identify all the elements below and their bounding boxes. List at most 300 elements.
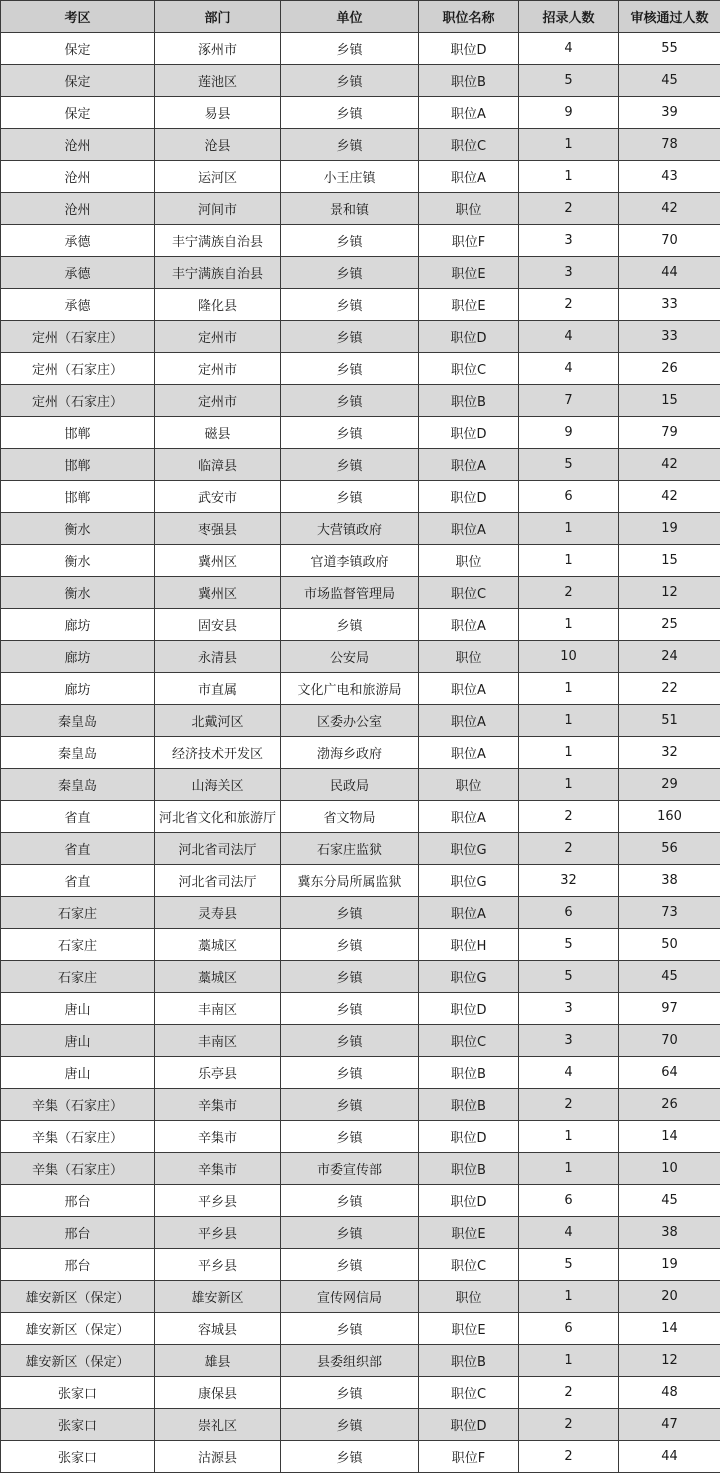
cell-position-name: 职位C: [419, 353, 519, 385]
cell-unit: 民政局: [281, 769, 419, 801]
cell-recruit-count: 2: [519, 801, 619, 833]
cell-exam-area: 辛集（石家庄）: [1, 1121, 155, 1153]
cell-unit: 石家庄监狱: [281, 833, 419, 865]
table-row: [1, 577, 720, 609]
cell-position-name: 职位B: [419, 65, 519, 97]
cell-approved-count: 97: [619, 993, 720, 1025]
cell-position-name: 职位A: [419, 97, 519, 129]
cell-exam-area: 雄安新区（保定）: [1, 1313, 155, 1345]
cell-recruit-count: 10: [519, 641, 619, 673]
cell-exam-area: 秦皇岛: [1, 769, 155, 801]
table-row: [1, 257, 720, 289]
cell-approved-count: 12: [619, 1345, 720, 1377]
table-row: [1, 865, 720, 897]
cell-position-name: 职位: [419, 1281, 519, 1313]
cell-approved-count: 24: [619, 641, 720, 673]
header-exam-area: 考区: [1, 1, 155, 33]
cell-department: 北戴河区: [155, 705, 281, 737]
cell-approved-count: 44: [619, 257, 720, 289]
cell-department: 辛集市: [155, 1089, 281, 1121]
table-row: [1, 1217, 720, 1249]
cell-exam-area: 廊坊: [1, 673, 155, 705]
cell-department: 沽源县: [155, 1441, 281, 1473]
cell-department: 河间市: [155, 193, 281, 225]
cell-department: 运河区: [155, 161, 281, 193]
table-row: [1, 97, 720, 129]
cell-unit: 乡镇: [281, 97, 419, 129]
table-row: [1, 481, 720, 513]
cell-department: 容城县: [155, 1313, 281, 1345]
cell-exam-area: 沧州: [1, 161, 155, 193]
table-row: [1, 929, 720, 961]
table-row: [1, 897, 720, 929]
cell-department: 丰宁满族自治县: [155, 257, 281, 289]
cell-approved-count: 15: [619, 545, 720, 577]
cell-unit: 乡镇: [281, 1313, 419, 1345]
cell-recruit-count: 1: [519, 769, 619, 801]
cell-unit: 渤海乡政府: [281, 737, 419, 769]
cell-unit: 景和镇: [281, 193, 419, 225]
cell-recruit-count: 5: [519, 1249, 619, 1281]
cell-recruit-count: 1: [519, 705, 619, 737]
cell-approved-count: 43: [619, 161, 720, 193]
table-body: [1, 33, 720, 1473]
cell-position-name: 职位B: [419, 385, 519, 417]
cell-recruit-count: 4: [519, 1057, 619, 1089]
cell-position-name: 职位E: [419, 1313, 519, 1345]
cell-unit: 乡镇: [281, 1249, 419, 1281]
cell-position-name: 职位A: [419, 801, 519, 833]
cell-recruit-count: 6: [519, 481, 619, 513]
cell-recruit-count: 1: [519, 513, 619, 545]
table-row: [1, 1249, 720, 1281]
cell-approved-count: 15: [619, 385, 720, 417]
cell-recruit-count: 2: [519, 1377, 619, 1409]
cell-unit: 乡镇: [281, 1185, 419, 1217]
table-row: [1, 801, 720, 833]
cell-approved-count: 78: [619, 129, 720, 161]
cell-exam-area: 雄安新区（保定）: [1, 1281, 155, 1313]
table-row: [1, 1121, 720, 1153]
cell-position-name: 职位A: [419, 673, 519, 705]
cell-position-name: 职位E: [419, 257, 519, 289]
header-recruit-count: 招录人数: [519, 1, 619, 33]
cell-department: 辛集市: [155, 1121, 281, 1153]
cell-position-name: 职位D: [419, 1409, 519, 1441]
cell-unit: 文化广电和旅游局: [281, 673, 419, 705]
cell-approved-count: 10: [619, 1153, 720, 1185]
cell-unit: 乡镇: [281, 1089, 419, 1121]
cell-exam-area: 衡水: [1, 545, 155, 577]
header-approved-count: 审核通过人数: [619, 1, 720, 33]
cell-recruit-count: 1: [519, 1153, 619, 1185]
cell-department: 莲池区: [155, 65, 281, 97]
cell-exam-area: 辛集（石家庄）: [1, 1089, 155, 1121]
cell-exam-area: 沧州: [1, 129, 155, 161]
cell-unit: 乡镇: [281, 961, 419, 993]
cell-approved-count: 42: [619, 449, 720, 481]
table-row: [1, 673, 720, 705]
cell-position-name: 职位B: [419, 1345, 519, 1377]
cell-position-name: 职位D: [419, 993, 519, 1025]
cell-exam-area: 唐山: [1, 1057, 155, 1089]
cell-department: 河北省司法厅: [155, 865, 281, 897]
table-row: [1, 289, 720, 321]
cell-exam-area: 邢台: [1, 1249, 155, 1281]
cell-position-name: 职位D: [419, 481, 519, 513]
cell-approved-count: 20: [619, 1281, 720, 1313]
cell-department: 辛集市: [155, 1153, 281, 1185]
table-row: [1, 1025, 720, 1057]
cell-position-name: 职位B: [419, 1089, 519, 1121]
cell-department: 武安市: [155, 481, 281, 513]
cell-department: 河北省司法厅: [155, 833, 281, 865]
cell-position-name: 职位D: [419, 321, 519, 353]
cell-exam-area: 邢台: [1, 1217, 155, 1249]
cell-exam-area: 衡水: [1, 513, 155, 545]
cell-exam-area: 邢台: [1, 1185, 155, 1217]
cell-position-name: 职位D: [419, 33, 519, 65]
cell-exam-area: 定州（石家庄）: [1, 385, 155, 417]
cell-unit: 乡镇: [281, 417, 419, 449]
table-row: [1, 225, 720, 257]
cell-exam-area: 沧州: [1, 193, 155, 225]
table-row: [1, 33, 720, 65]
cell-exam-area: 雄安新区（保定）: [1, 1345, 155, 1377]
cell-recruit-count: 4: [519, 33, 619, 65]
cell-department: 涿州市: [155, 33, 281, 65]
cell-unit: 乡镇: [281, 65, 419, 97]
header-position-name: 职位名称: [419, 1, 519, 33]
table-row: [1, 449, 720, 481]
cell-position-name: 职位C: [419, 1249, 519, 1281]
cell-position-name: 职位D: [419, 1121, 519, 1153]
table-row: [1, 161, 720, 193]
cell-exam-area: 定州（石家庄）: [1, 321, 155, 353]
cell-position-name: 职位C: [419, 1025, 519, 1057]
cell-unit: 乡镇: [281, 993, 419, 1025]
cell-approved-count: 79: [619, 417, 720, 449]
cell-approved-count: 160: [619, 801, 720, 833]
cell-recruit-count: 9: [519, 97, 619, 129]
cell-unit: 区委办公室: [281, 705, 419, 737]
table-row: [1, 1185, 720, 1217]
cell-approved-count: 56: [619, 833, 720, 865]
cell-department: 经济技术开发区: [155, 737, 281, 769]
table-row: [1, 641, 720, 673]
cell-unit: 市委宣传部: [281, 1153, 419, 1185]
cell-recruit-count: 5: [519, 929, 619, 961]
cell-unit: 市场监督管理局: [281, 577, 419, 609]
cell-unit: 省文物局: [281, 801, 419, 833]
cell-exam-area: 定州（石家庄）: [1, 353, 155, 385]
cell-exam-area: 承德: [1, 225, 155, 257]
cell-approved-count: 19: [619, 1249, 720, 1281]
cell-department: 平乡县: [155, 1185, 281, 1217]
cell-approved-count: 33: [619, 321, 720, 353]
cell-exam-area: 邯郸: [1, 481, 155, 513]
cell-position-name: 职位C: [419, 129, 519, 161]
table-row: [1, 1089, 720, 1121]
cell-recruit-count: 1: [519, 129, 619, 161]
cell-exam-area: 张家口: [1, 1377, 155, 1409]
cell-department: 河北省文化和旅游厅: [155, 801, 281, 833]
cell-position-name: 职位A: [419, 513, 519, 545]
cell-recruit-count: 1: [519, 737, 619, 769]
cell-position-name: 职位A: [419, 737, 519, 769]
cell-approved-count: 29: [619, 769, 720, 801]
cell-department: 崇礼区: [155, 1409, 281, 1441]
cell-exam-area: 廊坊: [1, 641, 155, 673]
cell-recruit-count: 3: [519, 257, 619, 289]
cell-approved-count: 48: [619, 1377, 720, 1409]
table-row: [1, 833, 720, 865]
cell-exam-area: 廊坊: [1, 609, 155, 641]
cell-position-name: 职位B: [419, 1057, 519, 1089]
cell-recruit-count: 1: [519, 609, 619, 641]
cell-position-name: 职位A: [419, 449, 519, 481]
cell-department: 枣强县: [155, 513, 281, 545]
cell-position-name: 职位D: [419, 417, 519, 449]
cell-exam-area: 承德: [1, 289, 155, 321]
cell-exam-area: 唐山: [1, 993, 155, 1025]
cell-exam-area: 省直: [1, 865, 155, 897]
cell-approved-count: 12: [619, 577, 720, 609]
cell-exam-area: 秦皇岛: [1, 705, 155, 737]
cell-approved-count: 47: [619, 1409, 720, 1441]
cell-approved-count: 38: [619, 865, 720, 897]
cell-approved-count: 32: [619, 737, 720, 769]
cell-department: 藁城区: [155, 929, 281, 961]
table-row: [1, 1281, 720, 1313]
cell-approved-count: 42: [619, 481, 720, 513]
cell-exam-area: 衡水: [1, 577, 155, 609]
cell-position-name: 职位D: [419, 1185, 519, 1217]
cell-unit: 乡镇: [281, 897, 419, 929]
cell-department: 固安县: [155, 609, 281, 641]
table-row: [1, 1313, 720, 1345]
cell-recruit-count: 5: [519, 65, 619, 97]
cell-unit: 乡镇: [281, 1057, 419, 1089]
cell-unit: 乡镇: [281, 449, 419, 481]
header-row: [1, 1, 720, 33]
cell-recruit-count: 4: [519, 321, 619, 353]
cell-recruit-count: 4: [519, 353, 619, 385]
cell-department: 山海关区: [155, 769, 281, 801]
cell-department: 市直属: [155, 673, 281, 705]
cell-recruit-count: 2: [519, 289, 619, 321]
cell-unit: 公安局: [281, 641, 419, 673]
cell-recruit-count: 1: [519, 545, 619, 577]
cell-recruit-count: 1: [519, 1345, 619, 1377]
table-row: [1, 1441, 720, 1473]
cell-position-name: 职位C: [419, 577, 519, 609]
cell-unit: 乡镇: [281, 129, 419, 161]
cell-department: 藁城区: [155, 961, 281, 993]
cell-department: 乐亭县: [155, 1057, 281, 1089]
cell-position-name: 职位G: [419, 833, 519, 865]
cell-approved-count: 22: [619, 673, 720, 705]
cell-unit: 乡镇: [281, 353, 419, 385]
cell-approved-count: 50: [619, 929, 720, 961]
cell-approved-count: 51: [619, 705, 720, 737]
table-row: [1, 513, 720, 545]
cell-department: 冀州区: [155, 545, 281, 577]
cell-exam-area: 张家口: [1, 1409, 155, 1441]
cell-position-name: 职位A: [419, 705, 519, 737]
cell-unit: 乡镇: [281, 321, 419, 353]
cell-exam-area: 唐山: [1, 1025, 155, 1057]
cell-department: 冀州区: [155, 577, 281, 609]
cell-exam-area: 邯郸: [1, 417, 155, 449]
cell-exam-area: 保定: [1, 97, 155, 129]
table-row: [1, 1345, 720, 1377]
cell-approved-count: 45: [619, 961, 720, 993]
cell-department: 临漳县: [155, 449, 281, 481]
table-row: [1, 769, 720, 801]
cell-approved-count: 42: [619, 193, 720, 225]
cell-department: 丰南区: [155, 993, 281, 1025]
cell-recruit-count: 2: [519, 833, 619, 865]
cell-department: 沧县: [155, 129, 281, 161]
cell-unit: 宣传网信局: [281, 1281, 419, 1313]
cell-position-name: 职位A: [419, 609, 519, 641]
cell-department: 定州市: [155, 321, 281, 353]
cell-approved-count: 38: [619, 1217, 720, 1249]
cell-recruit-count: 5: [519, 961, 619, 993]
cell-department: 平乡县: [155, 1217, 281, 1249]
cell-approved-count: 39: [619, 97, 720, 129]
cell-position-name: 职位G: [419, 961, 519, 993]
cell-recruit-count: 1: [519, 673, 619, 705]
cell-department: 丰宁满族自治县: [155, 225, 281, 257]
cell-recruit-count: 3: [519, 1025, 619, 1057]
cell-unit: 大营镇政府: [281, 513, 419, 545]
cell-position-name: 职位B: [419, 1153, 519, 1185]
cell-recruit-count: 6: [519, 1313, 619, 1345]
cell-exam-area: 承德: [1, 257, 155, 289]
cell-recruit-count: 2: [519, 1409, 619, 1441]
cell-unit: 乡镇: [281, 481, 419, 513]
cell-department: 雄县: [155, 1345, 281, 1377]
cell-approved-count: 45: [619, 65, 720, 97]
table-row: [1, 417, 720, 449]
cell-recruit-count: 9: [519, 417, 619, 449]
cell-department: 永清县: [155, 641, 281, 673]
cell-recruit-count: 1: [519, 1121, 619, 1153]
cell-department: 定州市: [155, 385, 281, 417]
cell-position-name: 职位A: [419, 897, 519, 929]
cell-recruit-count: 2: [519, 1089, 619, 1121]
cell-recruit-count: 2: [519, 577, 619, 609]
cell-approved-count: 14: [619, 1313, 720, 1345]
cell-exam-area: 保定: [1, 33, 155, 65]
cell-approved-count: 26: [619, 353, 720, 385]
cell-position-name: 职位E: [419, 1217, 519, 1249]
cell-position-name: 职位: [419, 193, 519, 225]
cell-approved-count: 25: [619, 609, 720, 641]
cell-position-name: 职位A: [419, 161, 519, 193]
cell-department: 易县: [155, 97, 281, 129]
table-row: [1, 353, 720, 385]
cell-position-name: 职位H: [419, 929, 519, 961]
cell-recruit-count: 1: [519, 1281, 619, 1313]
cell-unit: 县委组织部: [281, 1345, 419, 1377]
cell-recruit-count: 4: [519, 1217, 619, 1249]
cell-unit: 乡镇: [281, 289, 419, 321]
table-row: [1, 737, 720, 769]
cell-recruit-count: 32: [519, 865, 619, 897]
cell-position-name: 职位F: [419, 1441, 519, 1473]
header-department: 部门: [155, 1, 281, 33]
cell-unit: 乡镇: [281, 1121, 419, 1153]
cell-unit: 乡镇: [281, 1377, 419, 1409]
cell-position-name: 职位: [419, 769, 519, 801]
cell-exam-area: 秦皇岛: [1, 737, 155, 769]
table-row: [1, 1377, 720, 1409]
cell-approved-count: 45: [619, 1185, 720, 1217]
cell-unit: 乡镇: [281, 33, 419, 65]
cell-unit: 乡镇: [281, 257, 419, 289]
cell-unit: 乡镇: [281, 1217, 419, 1249]
cell-unit: 乡镇: [281, 929, 419, 961]
cell-department: 定州市: [155, 353, 281, 385]
cell-recruit-count: 2: [519, 1441, 619, 1473]
cell-approved-count: 44: [619, 1441, 720, 1473]
table-row: [1, 1057, 720, 1089]
cell-position-name: 职位E: [419, 289, 519, 321]
cell-department: 磁县: [155, 417, 281, 449]
table-row: [1, 1153, 720, 1185]
cell-recruit-count: 3: [519, 993, 619, 1025]
cell-department: 灵寿县: [155, 897, 281, 929]
table-row: [1, 705, 720, 737]
header-unit: 单位: [281, 1, 419, 33]
cell-approved-count: 33: [619, 289, 720, 321]
cell-exam-area: 石家庄: [1, 961, 155, 993]
cell-department: 康保县: [155, 1377, 281, 1409]
cell-recruit-count: 7: [519, 385, 619, 417]
cell-approved-count: 73: [619, 897, 720, 929]
cell-unit: 乡镇: [281, 1025, 419, 1057]
cell-unit: 乡镇: [281, 385, 419, 417]
cell-approved-count: 26: [619, 1089, 720, 1121]
cell-exam-area: 石家庄: [1, 897, 155, 929]
cell-position-name: 职位: [419, 641, 519, 673]
cell-department: 雄安新区: [155, 1281, 281, 1313]
table-row: [1, 129, 720, 161]
cell-recruit-count: 2: [519, 193, 619, 225]
table-row: [1, 1409, 720, 1441]
cell-unit: 冀东分局所属监狱: [281, 865, 419, 897]
cell-position-name: 职位C: [419, 1377, 519, 1409]
cell-unit: 乡镇: [281, 225, 419, 257]
cell-approved-count: 55: [619, 33, 720, 65]
cell-unit: 官道李镇政府: [281, 545, 419, 577]
cell-approved-count: 70: [619, 1025, 720, 1057]
cell-position-name: 职位F: [419, 225, 519, 257]
table-row: [1, 545, 720, 577]
table-row: [1, 385, 720, 417]
cell-recruit-count: 6: [519, 897, 619, 929]
cell-exam-area: 保定: [1, 65, 155, 97]
table-row: [1, 961, 720, 993]
cell-position-name: 职位G: [419, 865, 519, 897]
cell-position-name: 职位: [419, 545, 519, 577]
table-row: [1, 65, 720, 97]
cell-exam-area: 石家庄: [1, 929, 155, 961]
cell-department: 隆化县: [155, 289, 281, 321]
